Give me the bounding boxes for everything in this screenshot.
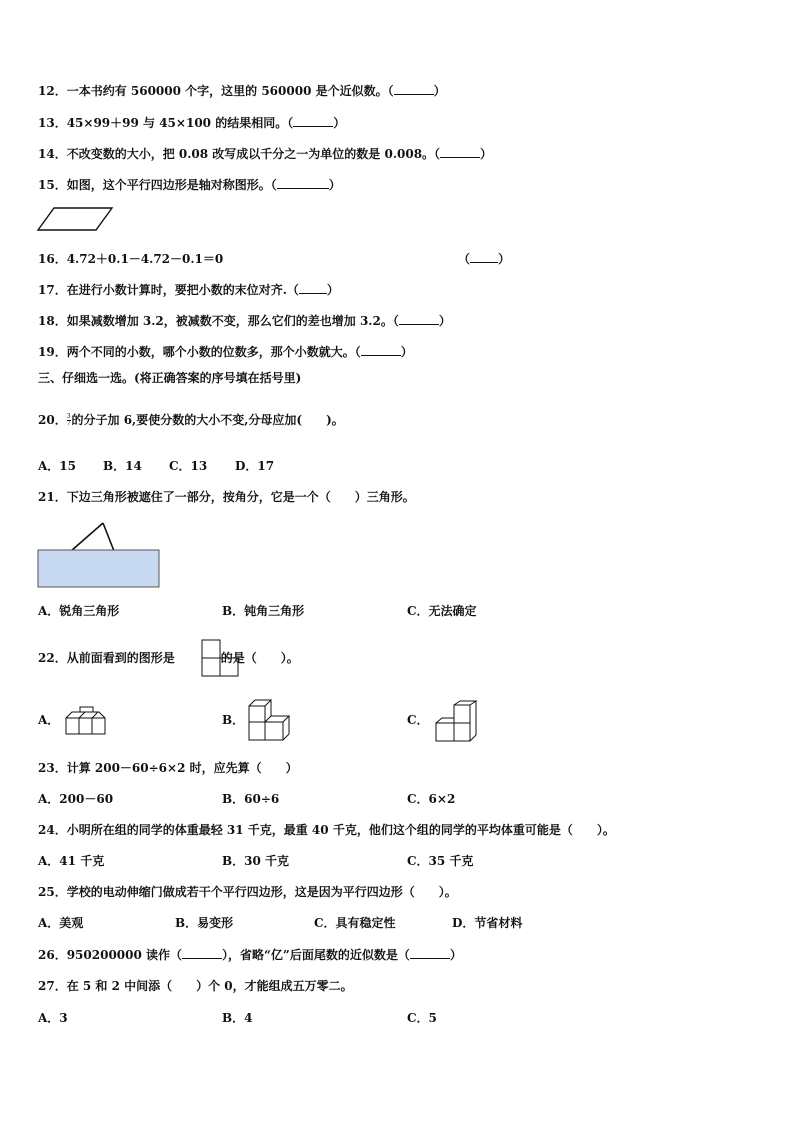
question-22 (38, 650, 299, 666)
paren-open: （ (458, 252, 471, 266)
paren-close: ） (438, 314, 451, 328)
question-number: 14． (38, 147, 67, 161)
front-view-figure (200, 638, 242, 678)
option-d[interactable]: D．17 (235, 459, 275, 473)
cube-stack-c-figure (434, 699, 480, 745)
question-text: 950200000 读作（ (66, 948, 183, 962)
section-heading: 三、仔细选一选。(将正确答案的序号填在括号里) (38, 371, 302, 385)
answer-blank[interactable] (299, 282, 327, 294)
paren-close: ） (333, 116, 346, 130)
answer-blank[interactable] (277, 177, 329, 189)
paren-close: ） (498, 252, 511, 266)
question-18 (38, 313, 451, 329)
question-text: 计算 200－60÷6×2 时，应先算（ ） (66, 761, 298, 775)
question-16-answer (458, 251, 510, 267)
question-text: 45×99＋99 与 45×100 的结果相同。（ (66, 116, 294, 130)
question-text: 如果减数增加 3.2，被减数不变，那么它们的差也增加 3.2。（ (66, 314, 399, 328)
question-number: 21． (38, 490, 67, 504)
question-number: 13． (38, 116, 67, 130)
paren-close: ） (328, 178, 341, 192)
option-b[interactable]: B．4 (222, 1011, 253, 1025)
paren-close: ） (326, 283, 339, 297)
question-text: 在进行小数计算时，要把小数的末位对齐.（ (66, 283, 299, 297)
question-number: 12． (38, 84, 67, 98)
question-number: 23． (38, 761, 67, 775)
question-23 (38, 760, 298, 776)
fraction-numerator: 3 (66, 413, 71, 420)
question-text: 的分子加 6,要使分数的大小不变,分母应加( )。 (71, 413, 344, 427)
question-number: 24． (38, 823, 67, 837)
question-text: 两个不同的小数，哪个小数的位数多，那个小数就大。（ (66, 345, 361, 359)
option-c[interactable]: C．具有稳定性 (314, 916, 396, 930)
option-b[interactable]: B．钝角三角形 (222, 604, 305, 618)
question-16 (38, 251, 223, 267)
question-14 (38, 146, 492, 162)
question-number: 20． (38, 413, 67, 427)
option-b[interactable]: B．易变形 (175, 916, 234, 930)
cube-stack-b-figure (247, 698, 293, 744)
option-c[interactable]: C． (407, 713, 429, 727)
question-15 (38, 177, 341, 193)
question-number: 17． (38, 283, 67, 297)
answer-blank[interactable] (394, 83, 434, 95)
answer-blank[interactable] (440, 146, 480, 158)
option-c[interactable]: C．5 (407, 1011, 437, 1025)
option-b[interactable]: B．60÷6 (222, 792, 280, 806)
question-text: 如图，这个平行四边形是轴对称图形。（ (66, 178, 277, 192)
question-text-mid: ），省略“亿”后面尾数的近似数是（ (222, 948, 410, 962)
question-text: 4.72＋0.1－4.72－0.1＝0 (66, 252, 224, 266)
option-c[interactable]: C．无法确定 (407, 604, 477, 618)
question-number: 18． (38, 314, 67, 328)
option-a[interactable]: A．锐角三角形 (38, 604, 120, 618)
question-text: 学校的电动伸缩门做成若干个平行四边形，这是因为平行四边形（ ）。 (66, 885, 457, 899)
question-19 (38, 344, 413, 360)
option-b[interactable]: B．14 (103, 459, 142, 473)
paren-close: ） (400, 345, 413, 359)
question-text: 在 5 和 2 中间添（ ）个 0，才能组成五万零二。 (66, 979, 353, 993)
answer-blank[interactable] (361, 344, 401, 356)
option-b[interactable]: B．30 千克 (222, 854, 290, 868)
question-number: 15． (38, 178, 67, 192)
question-number: 26． (38, 948, 67, 962)
paren-close: ） (449, 948, 462, 962)
option-a[interactable]: A．3 (38, 1011, 68, 1025)
question-text-after: 的是（ ）。 (220, 651, 299, 665)
question-27 (38, 978, 353, 994)
question-number: 27． (38, 979, 67, 993)
option-b[interactable]: B． (222, 713, 245, 727)
paren-close: ） (480, 147, 493, 161)
answer-blank[interactable] (293, 115, 333, 127)
question-24 (38, 822, 615, 838)
question-text: 不改变数的大小，把 0.08 改写成以千分之一为单位的数是 0.008。（ (66, 147, 441, 161)
question-21 (38, 489, 415, 505)
option-c[interactable]: C．13 (169, 459, 208, 473)
option-c[interactable]: C．35 千克 (407, 854, 474, 868)
paren-close: ） (433, 84, 446, 98)
answer-blank[interactable] (470, 251, 498, 263)
answer-blank[interactable] (182, 947, 222, 959)
question-text: 一本书约有 560000 个字，这里的 560000 是个近似数。（ (66, 84, 394, 98)
fraction-denominator: 7 (66, 420, 71, 427)
question-number: 25． (38, 885, 67, 899)
question-number: 22． (38, 651, 67, 665)
answer-blank[interactable] (410, 947, 450, 959)
option-a[interactable]: A．15 (38, 459, 77, 473)
question-number: 16． (38, 252, 67, 266)
option-a[interactable]: A．美观 (38, 916, 84, 930)
parallelogram-figure (36, 206, 116, 234)
answer-blank[interactable] (399, 313, 439, 325)
question-13 (38, 115, 345, 131)
option-a[interactable]: A．41 千克 (38, 854, 105, 868)
option-c[interactable]: C．6×2 (407, 792, 456, 806)
question-25 (38, 884, 457, 900)
question-17 (38, 282, 339, 298)
question-number: 19． (38, 345, 67, 359)
question-text-before: 从前面看到的图形是 (66, 651, 175, 665)
question-12 (38, 83, 446, 99)
option-a[interactable]: A． (38, 713, 60, 727)
option-a[interactable]: A．200－60 (38, 792, 114, 806)
option-d[interactable]: D．节省材料 (452, 916, 523, 930)
question-20 (38, 412, 344, 428)
question-text: 小明所在组的同学的体重最轻 31 千克，最重 40 千克，他们这个组的同学的平均体重可能是（ ）。 (66, 823, 615, 837)
question-text: 下边三角形被遮住了一部分，按角分，它是一个（ ）三角形。 (66, 490, 415, 504)
cube-stack-a-figure (64, 704, 108, 738)
covered-triangle-figure (36, 518, 162, 590)
fraction (67, 414, 71, 427)
question-26 (38, 947, 462, 963)
